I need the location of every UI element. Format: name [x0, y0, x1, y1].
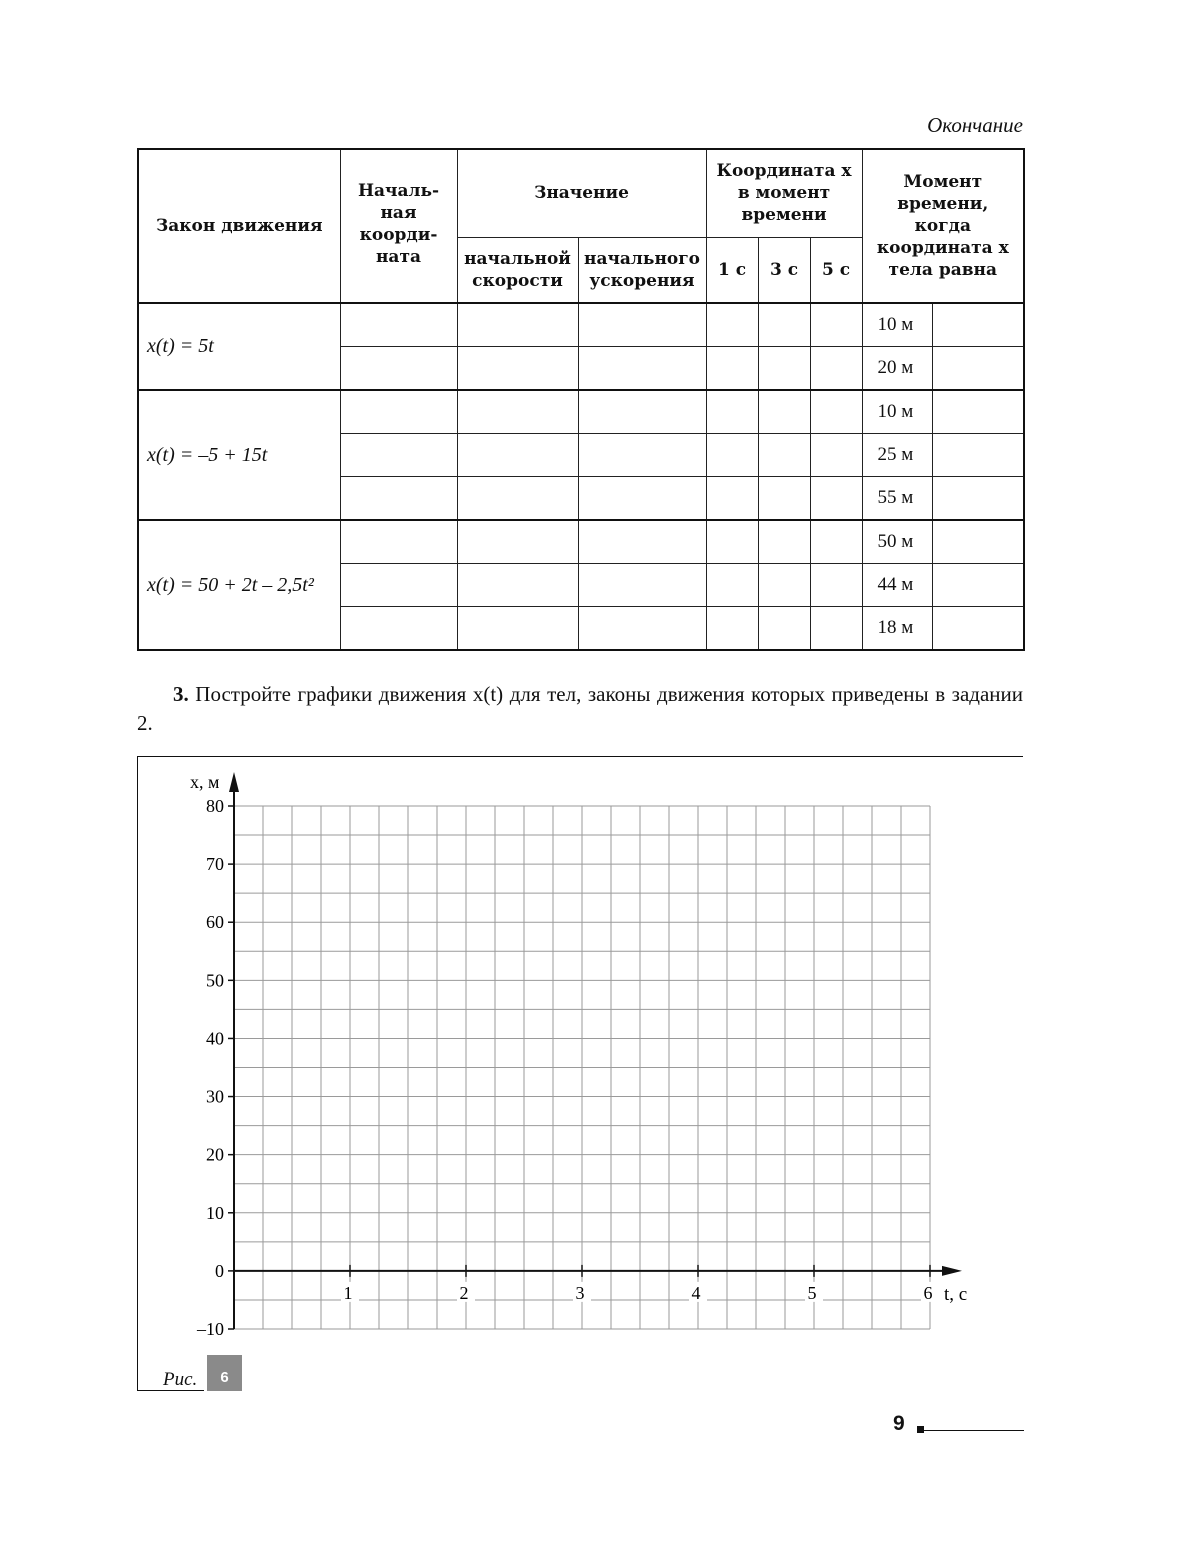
moment-value: 44 м	[862, 564, 932, 607]
y-tick-label: –10	[197, 1319, 224, 1339]
page-number: 9	[893, 1412, 905, 1435]
header-coord-at: Координата x в момент времени	[706, 149, 862, 237]
page-marker	[917, 1426, 924, 1433]
law-1: x(t) = 5t	[138, 303, 340, 390]
header-t5: 5 с	[810, 237, 862, 303]
moment-value: 10 м	[862, 303, 932, 347]
x-tick-label: 1	[343, 1282, 353, 1303]
continuation-label: Окончание	[927, 113, 1023, 137]
header-initial-coord: Началь-ная коорди-ната	[340, 149, 457, 303]
header-t1: 1 с	[706, 237, 758, 303]
figure-number: 6	[207, 1355, 242, 1391]
header-moment: Момент времени, когда координата x тела равна	[862, 149, 1024, 303]
y-tick-label: 10	[206, 1202, 224, 1223]
moment-value: 50 м	[862, 520, 932, 564]
header-init-speed: начальной скорости	[457, 237, 578, 303]
moment-value: 18 м	[862, 607, 932, 651]
header-value: Значение	[457, 149, 706, 237]
y-tick-label: 20	[206, 1144, 224, 1165]
moment-value: 10 м	[862, 390, 932, 434]
header-t3: 3 с	[758, 237, 810, 303]
y-tick-label: 80	[206, 796, 224, 816]
x-tick-label: 2	[459, 1282, 469, 1303]
grid-lines	[234, 806, 930, 1329]
axes	[229, 772, 962, 1329]
y-tick-label: 0	[215, 1260, 224, 1281]
y-tick-label: 50	[206, 970, 224, 991]
task-text: Постройте графики движения x(t) для тел, законы движения которых приведены в задании 2.	[137, 682, 1023, 735]
header-law: Закон движения	[138, 149, 340, 303]
x-axis-arrow	[942, 1266, 962, 1276]
x-tick-label: 5	[807, 1282, 817, 1303]
y-tick-label: 40	[206, 1028, 224, 1049]
x-tick-label: 3	[575, 1282, 585, 1303]
task-number: 3.	[173, 682, 189, 706]
page-rule	[924, 1430, 1024, 1431]
moment-value: 20 м	[862, 347, 932, 391]
x-tick-label: 6	[923, 1282, 933, 1303]
law-3: x(t) = 50 + 2t – 2,5t²	[138, 520, 340, 650]
figure-caption: Рис.	[163, 1369, 198, 1390]
y-tick-label: 70	[206, 854, 224, 875]
y-axis-label: x, м	[190, 772, 220, 792]
y-tick-labels	[196, 796, 234, 1339]
moment-value: 25 м	[862, 434, 932, 477]
x-tick-label: 4	[691, 1282, 701, 1303]
x-axis-label: t, с	[944, 1284, 968, 1305]
y-tick-label: 30	[206, 1086, 224, 1107]
y-axis-arrow	[229, 772, 239, 792]
moment-value: 55 м	[862, 477, 932, 521]
law-2: x(t) = –5 + 15t	[138, 390, 340, 520]
header-init-accel: начального ускорения	[578, 237, 706, 303]
y-tick-label: 60	[206, 912, 224, 933]
